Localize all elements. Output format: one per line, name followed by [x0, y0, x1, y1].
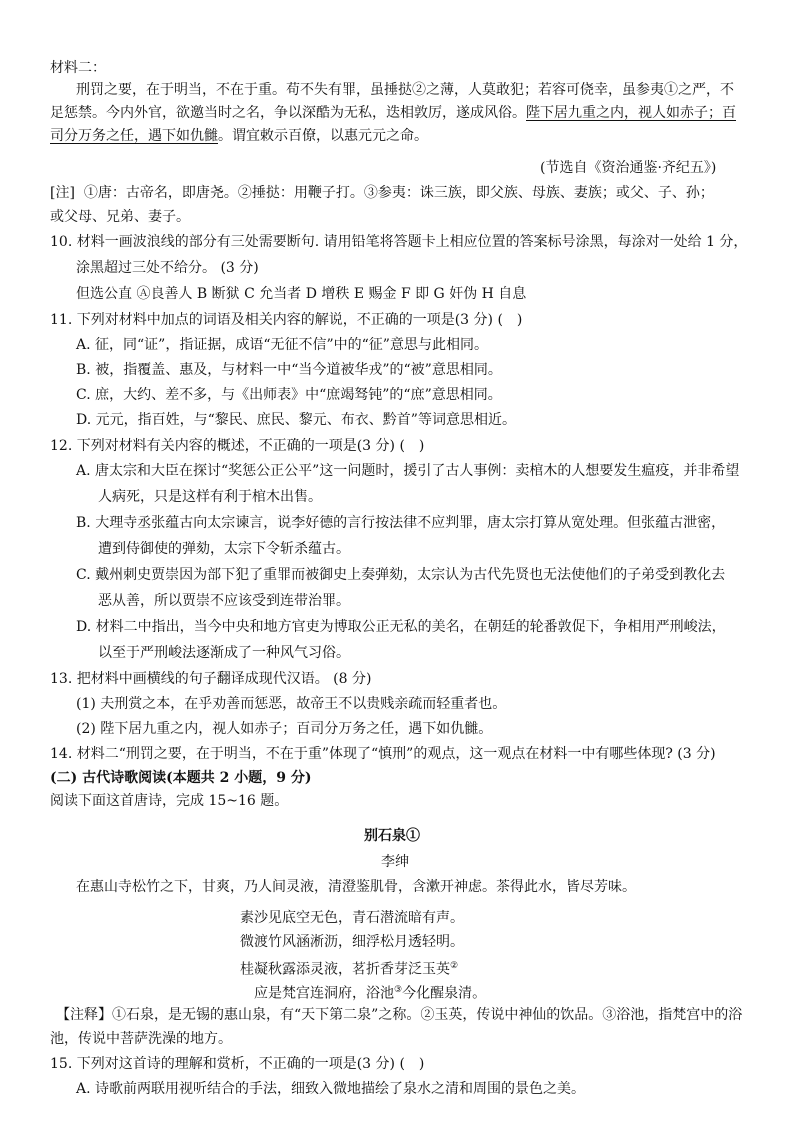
question-10-stem: 涂黑超过三处不给分。 (3 分) [76, 260, 259, 276]
question-12-stem: 12. 下列对材料有关内容的概述，不正确的一项是(3 分) ( ) [50, 438, 425, 454]
question-12-option-c: C. 戴州刺史贾崇因为部下犯了重罪而被御史上奏弹劾，太宗认为古代先贤也无法使他们的子弟受到教化去 [76, 567, 726, 583]
question-15-option-a: A. 诗歌前两联用视听结合的手法，细致入微地描绘了泉水之清和周围的景色之美。 [76, 1081, 586, 1097]
material-two-text: 。谓宜敕示百僚，以惠元元之命。 [218, 128, 428, 144]
poem-line [254, 980, 486, 1004]
poem-line-text: 桂凝秋露添灵液，茗折香芽泛玉英 [240, 961, 450, 978]
question-13-sentence-1: (1) 夫刑赏之本，在乎劝善而惩恶，故帝王不以贵贱亲疏而轻重者也。 [76, 696, 507, 712]
question-12-option-c-cont: 恶从善，所以贾崇不应该受到连带治罪。 [98, 593, 350, 609]
poem-line-text: 应是梵宫连洞府，浴池 [254, 985, 394, 1002]
annotation-text: ①唐：古帝名，即唐尧。②捶挞：用鞭子打。③参夷：诛三族，即父族、母族、妻族；或父、子、孙； [83, 185, 714, 201]
annotation-line [50, 183, 714, 203]
question-13-sentence-2: (2) 陛下居九重之内，视人如赤子；百司分万务之任，遇下如仇雠。 [76, 721, 493, 737]
annotation-line: 或父母、兄弟、妻子。 [50, 209, 190, 225]
question-12-option-d: D. 材料二中指出，当今中央和地方官吏为博取公正无私的美名，在朝廷的轮番敦促下，争相用严刑峻法， [76, 619, 726, 635]
section-intro: 阅读下面这首唐诗，完成 15~16 题。 [50, 793, 289, 809]
question-12-option-a: A. 唐太宗和大臣在探讨“奖惩公正公平”这一问题时，援引了古人事例：卖棺木的人想要发生瘟疫，并非希望 [76, 463, 740, 479]
question-13-stem: 13. 把材料中画横线的句子翻译成现代汉语。 (8 分) [50, 671, 372, 687]
question-11-option-c: C. 庶，大约、差不多，与《出师表》中“庶竭驽钝”的“庶”意思相同。 [76, 387, 502, 403]
question-11-option-d: D. 元元，指百姓，与“黎民、庶民、黎元、布衣、黔首”等词意思相近。 [76, 412, 516, 428]
material-two-heading: 材料二： [50, 60, 106, 76]
poem-line: 微渡竹风涵淅沥，细浮松月透轻明。 [240, 934, 464, 950]
material-two-line [50, 126, 428, 146]
underlined-sentence: 司分万务之任，遇下如仇雠 [50, 128, 218, 144]
poem-annotation: 【注释】①石泉，是无锡的惠山泉，有“天下第二泉”之称。②玉英，传说中神仙的饮品。③浴池，指梵宫中的浴 [56, 1007, 743, 1023]
poem-author: 李绅 [381, 854, 409, 870]
material-two-text: 足惩禁。今内外官，欲邀当时之名，争以深酷为无私，迭相敦厉，遂成风俗。 [50, 105, 526, 121]
question-11-option-b: B. 被，指覆盖、惠及，与材料一中“当今道被华戎”的“被”意思相同。 [76, 362, 502, 378]
poem-line: 素沙见底空无色，青石潜流暗有声。 [240, 910, 464, 926]
question-11-stem: 11. 下列对材料中加点的词语及相关内容的解说，不正确的一项是(3 分) ( ) [50, 312, 523, 328]
material-two-line [50, 103, 736, 123]
question-14-stem: 14. 材料二“刑罚之要，在于明当，不在于重”体现了“慎刑”的观点，这一观点在材料一中有哪些体现? (3 分) [50, 746, 716, 762]
question-12-option-b-cont: 遭到侍御使的弹劾，太宗下令斩杀蕴古。 [98, 541, 350, 557]
underlined-sentence: 陛下居九重之内，视人如赤子；百 [526, 105, 736, 121]
question-11-option-a: A. 征，同“证”，指证据，成语“无征不信”中的“征”意思与此相同。 [76, 337, 488, 353]
annotation-label: [注] [50, 185, 75, 201]
footnote-marker: ② [450, 961, 459, 971]
poem-line-text: 今化醒泉清。 [402, 985, 487, 1002]
section-title: (二) 古代诗歌阅读(本题共 2 小题，9 分) [50, 770, 312, 786]
question-10-options: 但选公直 Ⓐ良善人 B 断狱 C 允当者 D 增秩 E 赐金 F 即 G 奸伪 H 自息 [76, 286, 527, 302]
question-10-stem: 10. 材料一画波浪线的部分有三处需要断句. 请用铅笔将答题卡上相应位置的答案标号涂黑，每涂对一处给 1 分， [50, 234, 748, 250]
question-15-stem: 15. 下列对这首诗的理解和赏析，不正确的一项是(3 分) ( ) [50, 1056, 425, 1072]
question-12-option-d-cont: 以至于严刑峻法逐渐成了一种风气习俗。 [98, 645, 350, 661]
source-citation: (节选自《资治通鉴·齐纪五》) [540, 160, 717, 176]
poem-annotation: 池，传说中菩萨洗澡的地方。 [50, 1031, 232, 1047]
question-12-option-a-cont: 人病死，只是这样有利于棺木出售。 [98, 489, 322, 505]
poem-title: 别石泉① [364, 828, 420, 844]
footnote-marker: ③ [394, 985, 403, 995]
question-12-option-b: B. 大理寺丞张蕴古向太宗谏言，说李好德的言行按法律不应判罪，唐太宗打算从宽处理。但张蕴古泄密， [76, 515, 726, 531]
poem-line [240, 956, 458, 980]
poem-preface: 在惠山寺松竹之下，甘爽，乃人间灵液，清澄鉴肌骨，含漱开神虑。茶得此水，皆尽芳味。 [76, 879, 636, 895]
material-two-line: 刑罚之要，在于明当，不在于重。苟不失有罪，虽捶挞②之薄，人莫敢犯；若容可侥幸，虽参夷①之严，不 [76, 82, 734, 98]
